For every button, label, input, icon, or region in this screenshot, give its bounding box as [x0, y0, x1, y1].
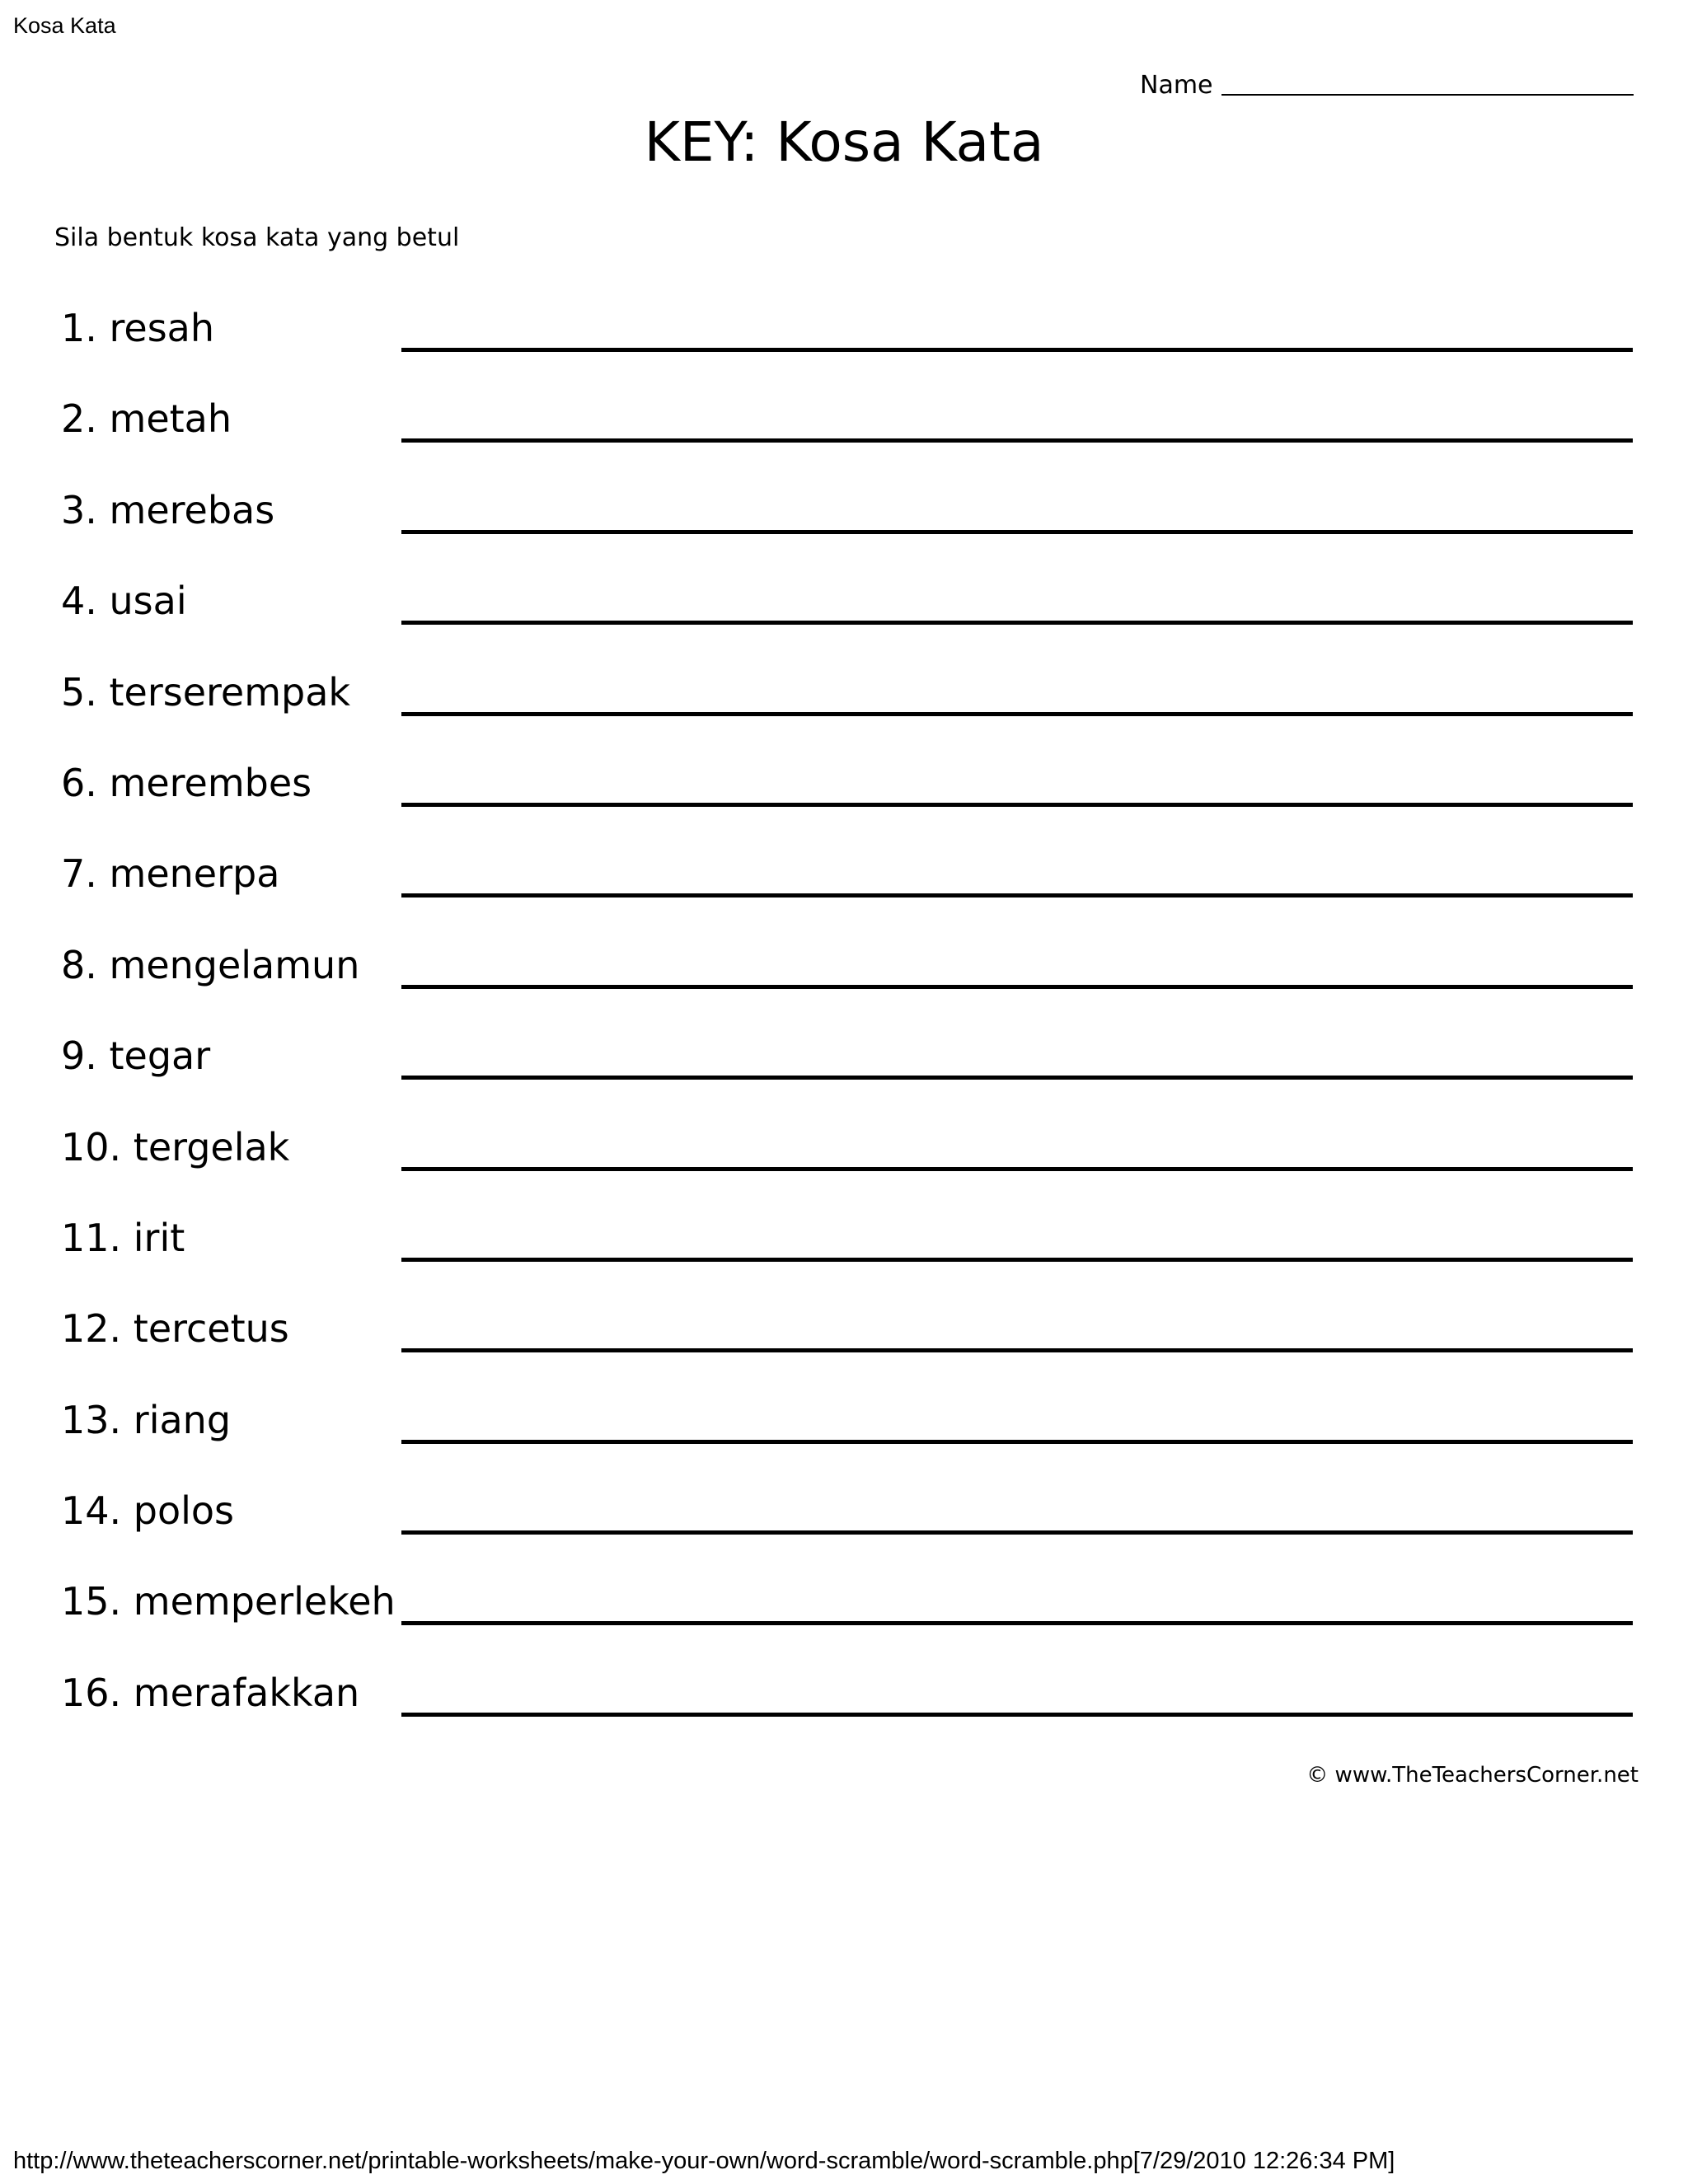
answer-line — [401, 893, 1633, 898]
word-row — [0, 1389, 1688, 1479]
word-row — [0, 479, 1688, 569]
word-row — [0, 297, 1688, 387]
word-row — [0, 1570, 1688, 1661]
answer-line — [401, 1258, 1633, 1262]
word-label: 16. merafakkan — [61, 1670, 360, 1715]
word-label: 11. irit — [61, 1215, 185, 1260]
word-row — [0, 569, 1688, 660]
word-label: 5. terserempak — [61, 669, 351, 715]
word-row — [0, 934, 1688, 1024]
answer-line — [401, 438, 1633, 443]
word-label: 15. memperlekeh — [61, 1579, 396, 1624]
answer-line — [401, 1076, 1633, 1080]
instructions: Sila bentuk kosa kata yang betul — [54, 223, 460, 252]
word-label: 9. tegar — [61, 1033, 211, 1079]
answer-line — [401, 1530, 1633, 1535]
word-label: 12. tercetus — [61, 1306, 289, 1352]
answer-line — [401, 712, 1633, 716]
browser-title: Kosa Kata — [13, 13, 116, 38]
answer-line — [401, 1167, 1633, 1171]
answer-line — [401, 985, 1633, 989]
answer-line — [401, 1713, 1633, 1717]
word-row — [0, 1207, 1688, 1297]
word-label: 6. merembes — [61, 760, 312, 805]
name-label: Name — [1140, 71, 1213, 100]
answer-line — [401, 1621, 1633, 1625]
word-row — [0, 752, 1688, 842]
word-row — [0, 1661, 1688, 1752]
word-label: 8. mengelamun — [61, 942, 360, 987]
footer-url: http://www.theteacherscorner.net/printable-worksheets/make-your-own/word-scramble/word-scramble.php[7/29/2010 12:26:34 PM] — [13, 2148, 1395, 2174]
word-row — [0, 842, 1688, 933]
word-row — [0, 1479, 1688, 1570]
word-label: 1. resah — [61, 306, 215, 350]
word-label: 2. metah — [61, 396, 232, 442]
word-row — [0, 661, 1688, 752]
word-label: 3. merebas — [61, 487, 275, 532]
page-title: KEY: Kosa Kata — [644, 110, 1044, 174]
word-label: 10. tergelak — [61, 1124, 290, 1169]
word-row — [0, 1116, 1688, 1207]
copyright-notice: © www.TheTeachersCorner.net — [1306, 1763, 1639, 1788]
word-row — [0, 1024, 1688, 1115]
word-label: 7. menerpa — [61, 851, 280, 897]
name-blank-line — [1221, 94, 1634, 96]
word-label: 13. riang — [61, 1397, 232, 1442]
name-field — [1140, 70, 1634, 101]
word-label: 14. polos — [61, 1488, 235, 1534]
answer-line — [401, 1348, 1633, 1352]
answer-line — [401, 803, 1633, 807]
word-row — [0, 1297, 1688, 1388]
answer-line — [401, 621, 1633, 625]
word-list — [0, 297, 1688, 1752]
answer-line — [401, 348, 1633, 352]
word-row — [0, 387, 1688, 478]
answer-line — [401, 1440, 1633, 1444]
word-label: 4. usai — [61, 579, 187, 624]
answer-line — [401, 530, 1633, 534]
